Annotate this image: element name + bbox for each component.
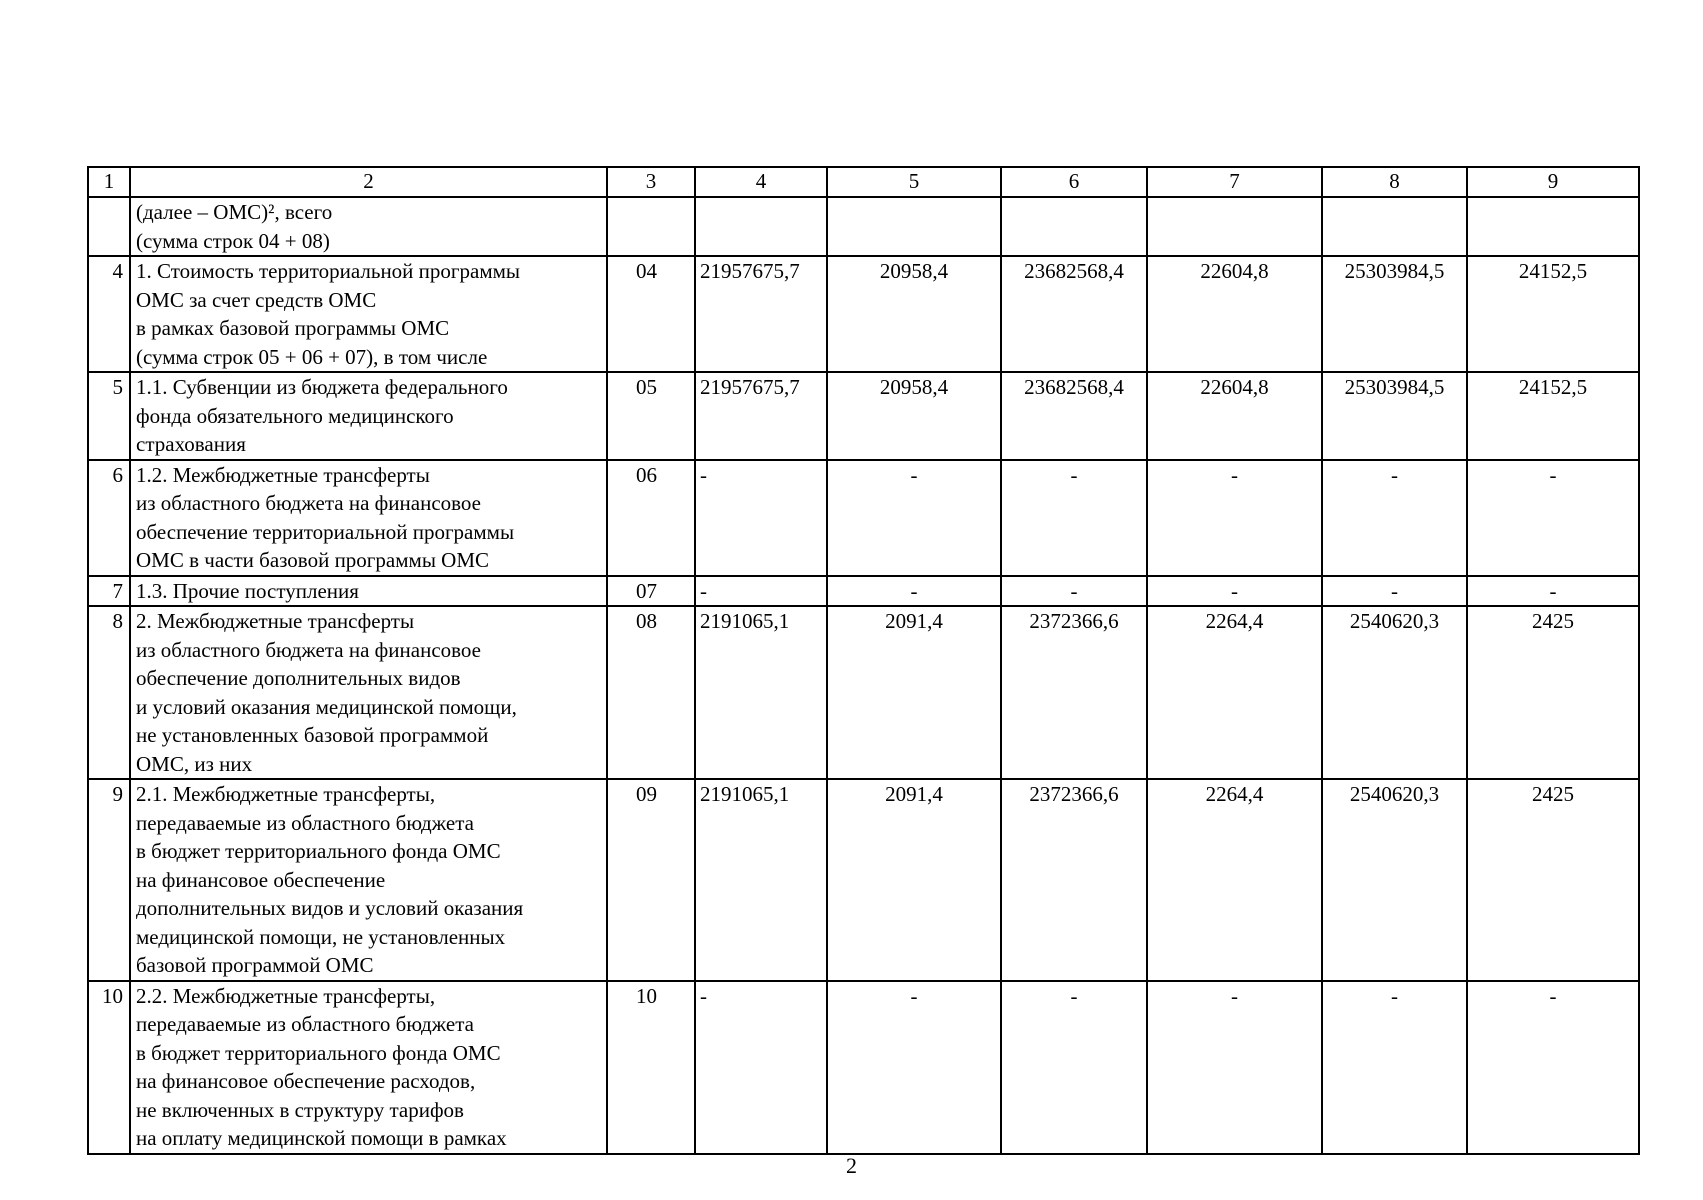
value-cell: - xyxy=(1322,460,1467,576)
row-number: 9 xyxy=(88,779,130,981)
description-line: 1. Стоимость территориальной программы xyxy=(136,259,521,283)
value-cell: - xyxy=(695,981,827,1154)
row-code: 08 xyxy=(607,606,695,779)
value-cell: - xyxy=(1147,981,1322,1154)
description-line: передаваемые из областного бюджета xyxy=(136,810,474,835)
row-code: 10 xyxy=(607,981,695,1154)
header-cell: 8 xyxy=(1322,167,1467,197)
description-line: ОМС за счет средств ОМС xyxy=(136,287,377,312)
description-line: на финансовое обеспечение расходов, xyxy=(136,1069,476,1093)
row-description xyxy=(130,981,607,1154)
value-cell xyxy=(1147,197,1322,256)
value-cell: - xyxy=(1001,460,1147,576)
table-row xyxy=(88,981,1639,1154)
value-cell xyxy=(1001,197,1147,256)
row-description xyxy=(130,256,607,372)
description-line: на финансовое обеспечение xyxy=(136,867,386,892)
value-cell: 2264,4 xyxy=(1147,779,1322,981)
description-line: в бюджет территориального фонда ОМС xyxy=(136,1040,501,1065)
description-line: не установленных базовой программой xyxy=(136,723,489,747)
header-cell: 1 xyxy=(88,167,130,197)
description-line: 1.1. Субвенции из бюджета федерального xyxy=(136,375,508,399)
header-cell: 9 xyxy=(1467,167,1639,197)
value-cell: - xyxy=(1467,981,1639,1154)
description-line: (сумма строк 05 + 06 + 07), в том числе xyxy=(136,344,488,369)
value-cell: - xyxy=(1467,460,1639,576)
value-cell: 20958,4 xyxy=(827,372,1001,460)
value-cell: - xyxy=(1322,576,1467,607)
description-line: не включенных в структуру тарифов xyxy=(136,1097,464,1122)
table-row xyxy=(88,779,1639,981)
description-line: 1.2. Межбюджетные трансферты xyxy=(136,462,430,487)
row-number: 7 xyxy=(88,576,130,607)
row-code xyxy=(607,197,695,256)
budget-table xyxy=(87,166,1640,1155)
header-cell: 6 xyxy=(1001,167,1147,197)
value-cell: 2191065,1 xyxy=(695,606,827,779)
row-description xyxy=(130,779,607,981)
value-cell: - xyxy=(827,981,1001,1154)
description-line: из областного бюджета на финансовое xyxy=(136,491,481,515)
value-cell: - xyxy=(1322,981,1467,1154)
value-cell: - xyxy=(1147,460,1322,576)
value-cell: - xyxy=(1467,576,1639,607)
row-number: 6 xyxy=(88,460,130,576)
row-code: 05 xyxy=(607,372,695,460)
value-cell: 24152,5 xyxy=(1467,256,1639,372)
row-description xyxy=(130,460,607,576)
description-line: в бюджет территориального фонда ОМС xyxy=(136,839,501,863)
value-cell: 2191065,1 xyxy=(695,779,827,981)
table-row xyxy=(88,372,1639,460)
value-cell: 2264,4 xyxy=(1147,606,1322,779)
row-number: 4 xyxy=(88,256,130,372)
row-description xyxy=(130,372,607,460)
value-cell xyxy=(695,197,827,256)
row-description xyxy=(130,197,607,256)
description-line: из областного бюджета на финансовое xyxy=(136,637,481,662)
value-cell: 2091,4 xyxy=(827,606,1001,779)
value-cell xyxy=(827,197,1001,256)
description-line: базовой программой ОМС xyxy=(136,953,374,977)
value-cell: - xyxy=(695,576,827,607)
table-row xyxy=(88,576,1639,607)
row-number xyxy=(88,197,130,256)
row-code: 07 xyxy=(607,576,695,607)
value-cell: 2540620,3 xyxy=(1322,779,1467,981)
value-cell: 2425 xyxy=(1467,606,1639,779)
value-cell: 22604,8 xyxy=(1147,256,1322,372)
value-cell: 2425 xyxy=(1467,779,1639,981)
description-line: фонда обязательного медицинского xyxy=(136,403,454,428)
page-number: 2 xyxy=(846,1153,857,1178)
description-line: медицинской помощи, не установленных xyxy=(136,924,506,949)
value-cell: 23682568,4 xyxy=(1001,372,1147,460)
description-line: и условий оказания медицинской помощи, xyxy=(136,694,517,719)
description-line: передаваемые из областного бюджета xyxy=(136,1012,474,1036)
table-row xyxy=(88,256,1639,372)
header-cell: 7 xyxy=(1147,167,1322,197)
value-cell: 25303984,5 xyxy=(1322,372,1467,460)
description-line: обеспечение дополнительных видов xyxy=(136,666,461,690)
table-row xyxy=(88,606,1639,779)
value-cell: 2540620,3 xyxy=(1322,606,1467,779)
description-line: в рамках базовой программы ОМС xyxy=(136,316,450,340)
header-cell: 2 xyxy=(130,167,607,197)
value-cell: - xyxy=(827,576,1001,607)
header-row xyxy=(88,167,1639,197)
value-cell: - xyxy=(1001,981,1147,1154)
description-line: на оплату медицинской помощи в рамках xyxy=(136,1126,507,1150)
row-number: 5 xyxy=(88,372,130,460)
row-code: 04 xyxy=(607,256,695,372)
value-cell: 2091,4 xyxy=(827,779,1001,981)
row-number: 8 xyxy=(88,606,130,779)
header-cell: 5 xyxy=(827,167,1001,197)
description-line: обеспечение территориальной программы xyxy=(136,519,515,544)
table-row xyxy=(88,460,1639,576)
value-cell xyxy=(1467,197,1639,256)
header-cell: 3 xyxy=(607,167,695,197)
value-cell: - xyxy=(1147,576,1322,607)
value-cell: 22604,8 xyxy=(1147,372,1322,460)
value-cell: 2372366,6 xyxy=(1001,606,1147,779)
value-cell: - xyxy=(827,460,1001,576)
value-cell: - xyxy=(1001,576,1147,607)
row-description xyxy=(130,606,607,779)
value-cell: 25303984,5 xyxy=(1322,256,1467,372)
value-cell xyxy=(1322,197,1467,256)
description-line: 1.3. Прочие поступления xyxy=(136,578,359,603)
description-line: ОМС, из них xyxy=(136,751,253,776)
table-row xyxy=(88,197,1639,256)
value-cell: 24152,5 xyxy=(1467,372,1639,460)
value-cell: 21957675,7 xyxy=(695,256,827,372)
description-line: 2. Межбюджетные трансферты xyxy=(136,609,415,633)
table-body xyxy=(88,167,1639,1154)
row-code: 09 xyxy=(607,779,695,981)
description-line: 2.1. Межбюджетные трансферты, xyxy=(136,782,436,806)
row-description xyxy=(130,576,607,607)
row-code: 06 xyxy=(607,460,695,576)
row-number: 10 xyxy=(88,981,130,1154)
value-cell: 23682568,4 xyxy=(1001,256,1147,372)
description-line: 2.2. Межбюджетные трансферты, xyxy=(136,983,436,1008)
header-cell: 4 xyxy=(695,167,827,197)
description-line: (сумма строк 04 + 08) xyxy=(136,228,330,253)
description-line: ОМС в части базовой программы ОМС xyxy=(136,548,490,572)
value-cell: 21957675,7 xyxy=(695,372,827,460)
description-line: дополнительных видов и условий оказания xyxy=(136,896,524,920)
value-cell: - xyxy=(695,460,827,576)
description-line: (далее – ОМС)², всего xyxy=(136,200,333,224)
description-line: страхования xyxy=(136,432,246,456)
value-cell: 20958,4 xyxy=(827,256,1001,372)
value-cell: 2372366,6 xyxy=(1001,779,1147,981)
